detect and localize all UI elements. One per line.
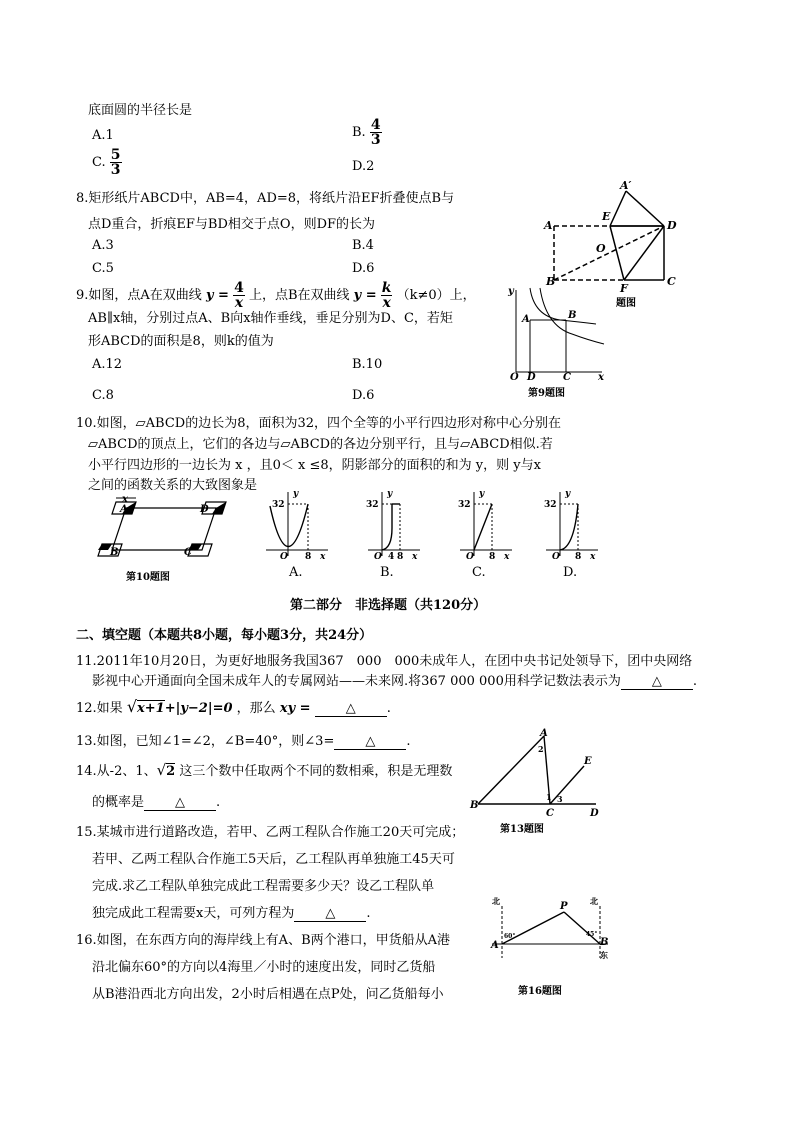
q10c-label-y: y bbox=[479, 489, 485, 499]
q15-line3: 完成.求乙工程队单独完成此工程需要多少天？设乙工程队单 bbox=[92, 879, 435, 894]
q11-line2-text: 影视中心开通面向全国未成年人的专属网站——未来网.将367 000 000用科学记数法表示为 bbox=[92, 674, 621, 689]
q11-answer-blank[interactable]: △ bbox=[621, 674, 693, 690]
q16-label-north2: 北 bbox=[590, 896, 598, 906]
q8-label-b: B bbox=[546, 275, 556, 288]
q10d-label-y: y bbox=[565, 489, 571, 499]
q9-label-d: D bbox=[527, 372, 536, 383]
q8-label-c: C bbox=[667, 275, 676, 288]
q7-option-a: A.1 bbox=[92, 128, 114, 143]
q14-line2: 的概率是 △ . bbox=[92, 795, 221, 810]
q16-line2: 沿北偏东60°的方向以4海里／小时的速度出发，同时乙货船 bbox=[92, 960, 436, 975]
q7-option-c-fraction: $\frac{5}{3}$ bbox=[110, 147, 121, 178]
q8-label-a-prime: A′ bbox=[620, 179, 632, 192]
q9-figure-caption: 第9题图 bbox=[528, 388, 565, 399]
q12-abs-expr: +|y−2|=0 bbox=[164, 701, 233, 716]
q9-label-b: B bbox=[568, 310, 577, 321]
q7-option-c bbox=[92, 148, 122, 177]
q13-label-angle1: 1 bbox=[546, 792, 552, 802]
q15-line4: 独完成此工程需要x天，可列方程为 △ . bbox=[92, 906, 371, 921]
q10c-label-o: O bbox=[466, 552, 474, 562]
q13-label-angle3: 3 bbox=[557, 794, 563, 804]
q8-label-e: E bbox=[602, 210, 611, 223]
q14-answer-blank[interactable]: △ bbox=[144, 795, 216, 811]
q10a-label-y: y bbox=[293, 489, 299, 499]
q10-label-c: C bbox=[184, 547, 192, 558]
q10b-label-x: x bbox=[412, 552, 418, 562]
q8-label-f: F bbox=[620, 282, 628, 295]
q13-label-d: D bbox=[590, 808, 599, 819]
q10-figure-caption: 第10题图 bbox=[126, 572, 170, 583]
q10a-label-o: O bbox=[280, 552, 288, 562]
q14-sqrt-arg: 2 bbox=[166, 764, 176, 779]
q12-answer-blank[interactable]: △ bbox=[315, 701, 387, 717]
q15-answer-blank[interactable]: △ bbox=[294, 906, 366, 922]
part2-title: 第二部分 非选择题（共120分） bbox=[290, 598, 487, 613]
q16-line1: 16.如图，在东西方向的海岸线上有A、B两个港口，甲货船从A港 bbox=[76, 933, 451, 948]
q10-graph-c bbox=[450, 488, 516, 562]
q11-line2: 影视中心开通面向全国未成年人的专属网站——未来网.将367 000 000用科学记数法表示为 △ . bbox=[92, 674, 697, 689]
q16-figure bbox=[488, 894, 612, 1000]
q12-xy: xy = bbox=[279, 701, 311, 716]
q7-stem-tail: 底面圆的半径长是 bbox=[88, 103, 193, 118]
q10-option-c-label: C. bbox=[472, 565, 486, 580]
q13-label-a: A bbox=[540, 728, 548, 739]
q14-line2-text: 的概率是 bbox=[92, 795, 145, 810]
q10-label-x: x bbox=[122, 494, 128, 505]
q9-label-c: C bbox=[563, 372, 571, 383]
q13-figure-caption: 第13题图 bbox=[500, 824, 544, 835]
q10-stem-line4: 之间的函数关系的大致图象是 bbox=[88, 478, 258, 493]
q7-option-d: D.2 bbox=[352, 159, 375, 174]
q8-label-o: O bbox=[596, 242, 606, 255]
q10-option-b-label: B. bbox=[380, 565, 394, 580]
q9-stem-line3: 形ABCD的面积是8，则k的值为 bbox=[88, 334, 274, 349]
q10d-label-o: O bbox=[552, 552, 560, 562]
q9-stem-part2: 上，点B在双曲线 bbox=[248, 288, 350, 303]
q10-graph-a bbox=[262, 488, 332, 562]
q10d-label-x: x bbox=[590, 552, 596, 562]
q8-option-d: D.6 bbox=[352, 261, 375, 276]
q10b-label-8: 8 bbox=[397, 552, 404, 562]
q15-line1: 15.某城市进行道路改造，若甲、乙两工程队合作施工20天可完成； bbox=[76, 825, 465, 840]
q8-figure-caption: 题图 bbox=[616, 298, 636, 309]
q9-label-o: O bbox=[510, 372, 519, 383]
q10d-label-32: 32 bbox=[544, 500, 557, 510]
q10c-label-8: 8 bbox=[489, 552, 496, 562]
q10-option-d-label: D. bbox=[563, 565, 578, 580]
q10c-label-x: x bbox=[504, 552, 510, 562]
q10b-label-o: O bbox=[374, 552, 382, 562]
q9-eq1-fraction: $\frac{4}{x}$ bbox=[234, 280, 244, 311]
q16-label-b: B bbox=[600, 937, 609, 948]
q10b-label-y: y bbox=[387, 489, 393, 499]
q8-option-b: B.4 bbox=[352, 238, 374, 253]
q10-label-a: A bbox=[120, 504, 128, 515]
q12-sqrt-expr: x+1 bbox=[137, 701, 165, 716]
q9-figure bbox=[500, 282, 610, 400]
q16-label-a: A bbox=[491, 940, 499, 951]
q16-label-angle60: 60° bbox=[504, 933, 516, 940]
q10-graph-b bbox=[358, 488, 424, 562]
q9-eq2-lhs: y = bbox=[353, 288, 377, 303]
q7-option-b bbox=[352, 118, 382, 147]
q12-line: 12.如果 √x+1+|y−2|=0 ，那么 xy = △ . bbox=[76, 697, 391, 716]
q16-figure-caption: 第16题图 bbox=[518, 986, 562, 997]
q9-option-c: C.8 bbox=[92, 388, 114, 403]
q14-line1 bbox=[76, 760, 452, 779]
q14-line1-part1: 14.从-2、1、 bbox=[76, 764, 157, 779]
q9-stem-line2: AB∥x轴，分别过点A、B向x轴作垂线，垂足分别为D、C，若矩 bbox=[88, 311, 453, 326]
q7-option-c-label: C. bbox=[92, 155, 106, 170]
q9-stem-line1 bbox=[76, 281, 476, 310]
q9-stem-part3: （k≠0）上， bbox=[396, 288, 476, 303]
q10-stem-line3: 小平行四边形的一边长为 x ，且0＜ x ≤8，阴影部分的面积的和为 y，则 y与x bbox=[88, 458, 541, 473]
q16-label-p: P bbox=[560, 901, 568, 912]
q8-option-a: A.3 bbox=[92, 238, 114, 253]
q10d-label-8: 8 bbox=[575, 552, 582, 562]
q9-eq2-fraction: $\frac{k}{x}$ bbox=[381, 280, 392, 311]
q13-label-c: C bbox=[546, 808, 554, 819]
q10-option-a-label: A. bbox=[289, 565, 303, 580]
q16-label-north1: 北 bbox=[492, 896, 500, 906]
q16-line3: 从B港沿西北方向出发，2小时后相遇在点P处，问乙货船每小 bbox=[92, 987, 444, 1002]
q9-option-d: D.6 bbox=[352, 388, 375, 403]
q13-line: 13.如图，已知∠1=∠2，∠B=40°，则∠3= △ . bbox=[76, 734, 411, 749]
q10b-label-4: 4 bbox=[388, 552, 395, 562]
q13-label-b: B bbox=[470, 800, 479, 811]
q16-label-east: 东 bbox=[600, 950, 608, 960]
q13-label-angle2: 2 bbox=[538, 744, 544, 754]
q9-option-b: B.10 bbox=[352, 357, 383, 372]
q9-eq1-lhs: y = bbox=[205, 288, 229, 303]
q10c-label-32: 32 bbox=[458, 500, 471, 510]
q7-option-b-label: B. bbox=[352, 125, 366, 140]
q8-label-d: D bbox=[667, 219, 677, 232]
q13-answer-blank[interactable]: △ bbox=[334, 734, 406, 750]
sqrt-icon: √ bbox=[156, 761, 167, 779]
q10a-label-32: 32 bbox=[272, 500, 285, 510]
q12-mid: ，那么 bbox=[236, 701, 276, 716]
q10-parallelogram-figure bbox=[84, 494, 244, 586]
q10-graph-d bbox=[536, 488, 602, 562]
q9-label-a: A bbox=[522, 314, 530, 325]
q8-option-c: C.5 bbox=[92, 261, 114, 276]
q12-prefix: 12.如果 bbox=[76, 701, 123, 716]
q10a-label-x: x bbox=[320, 552, 326, 562]
q13-text: 13.如图，已知∠1=∠2，∠B=40°，则∠3= bbox=[76, 734, 335, 749]
q13-label-e: E bbox=[584, 756, 592, 767]
q9-stem-part1: 9.如图，点A在双曲线 bbox=[76, 288, 202, 303]
q10-stem-line2: ▱ABCD的顶点上，它们的各边与▱ABCD的各边分别平行，且与▱ABCD相似.若 bbox=[88, 437, 553, 452]
q8-stem-line2: 点D重合，折痕EF与BD相交于点O，则DF的长为 bbox=[88, 217, 376, 232]
q11-line1: 11.2011年10月20日，为更好地服务我国367 000 000未成年人，在团中央书记处领导下，团中央网络 bbox=[76, 654, 693, 669]
q10-label-d: D bbox=[200, 504, 209, 515]
q10a-label-8: 8 bbox=[305, 552, 312, 562]
q15-line2: 若甲、乙两工程队合作施工5天后，乙工程队再单独施工45天可 bbox=[92, 852, 455, 867]
q16-label-angle45: 45° bbox=[586, 931, 598, 938]
q8-stem-line1: 8.矩形纸片ABCD中，AB=4，AD=8，将纸片沿EF折叠使点B与 bbox=[76, 191, 455, 206]
q9-label-x: x bbox=[598, 372, 604, 383]
q15-line4-text: 独完成此工程需要x天，可列方程为 bbox=[92, 906, 295, 921]
q7-option-b-fraction: $\frac{4}{3}$ bbox=[370, 117, 381, 148]
section2-title: 二、填空题（本题共8小题，每小题3分，共24分） bbox=[76, 628, 373, 643]
sqrt-icon: √ bbox=[126, 697, 138, 716]
q9-option-a: A.12 bbox=[92, 357, 123, 372]
q10-label-b: B bbox=[110, 547, 119, 558]
q14-line1-part2: 这三个数中任取两个不同的数相乘，积是无理数 bbox=[175, 764, 453, 779]
q9-label-y: y bbox=[508, 286, 514, 297]
q10-stem-line1: 10.如图，▱ABCD的边长为8，面积为32，四个全等的小平行四边形对称中心分别在 bbox=[76, 416, 562, 431]
q13-figure bbox=[466, 728, 606, 840]
q10b-label-32: 32 bbox=[366, 500, 379, 510]
q8-label-a: A bbox=[544, 219, 553, 232]
